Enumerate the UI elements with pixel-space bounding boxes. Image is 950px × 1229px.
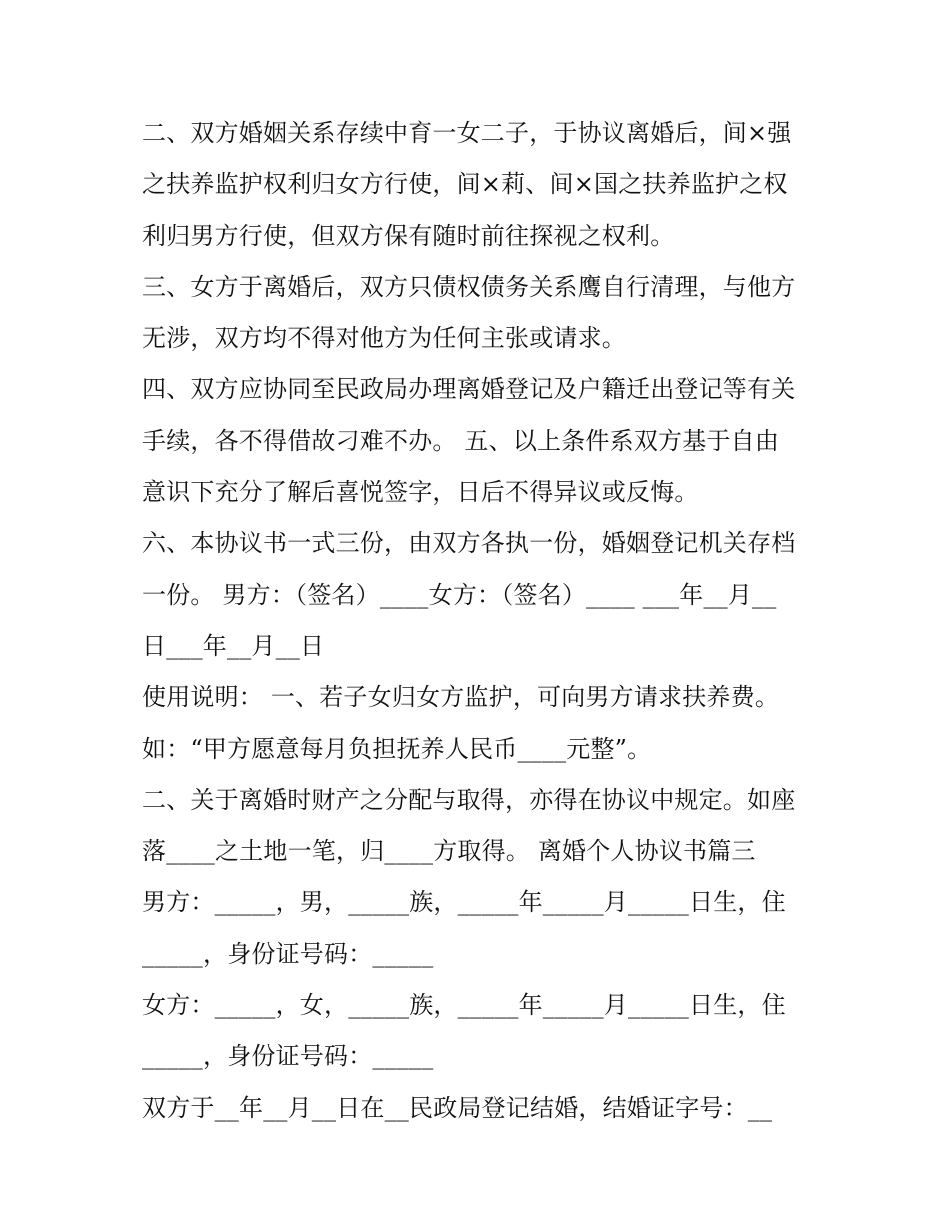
text-line-3: 利归男方行使，但双方保有随时前往探视之权利。	[142, 221, 675, 250]
text-line-1: 二、双方婚姻关系存续中育一女二子，于协议离婚后，间×强	[142, 119, 792, 147]
text-line-5: 无涉，双方均不得对他方为任何主张或请求。	[142, 324, 626, 353]
document-body	[142, 108, 822, 1134]
text-line-9: 六、本协议书一式三份，由双方各执一份，婚姻登记机关存档	[142, 529, 796, 558]
text-line-13: 如：“甲方愿意每月负担抚养人民币____元整”。	[142, 734, 652, 763]
text-line-7: 手续，各不得借故刁难不办。 五、以上条件系双方基于自由	[142, 426, 780, 455]
text-line-6: 四、双方应协同至民政局办理离婚登记及户籍迁出登记等有关	[142, 375, 796, 404]
text-line-17: _____，身份证号码：_____	[142, 939, 434, 968]
text-line-15: 落____之土地一笔，归____方取得。 离婚个人协议书篇三	[142, 837, 756, 866]
text-line-14: 二、关于离婚时财产之分配与取得，亦得在协议中规定。如座	[142, 785, 796, 814]
text-line-12: 使用说明： 一、若子女归女方监护，可向男方请求扶养费。	[142, 683, 780, 712]
text-line-10: 一份。 男方：（签名）____女方：（签名）____ ___年__月__	[142, 580, 777, 609]
text-line-20: 双方于__年__月__日在__民政局登记结婚，结婚证字号：__	[142, 1093, 773, 1122]
text-line-11: 日___年__月__日	[142, 631, 325, 660]
text-line-8: 意识下充分了解后喜悦签字，日后不得异议或反悔。	[142, 478, 699, 507]
text-line-4: 三、女方于离婚后，双方只债权债务关系鹰自行清理，与他方	[142, 272, 796, 301]
text-line-2: 之扶养监护权利归女方行使，间×莉、间×国之扶养监护之权	[142, 170, 788, 199]
text-line-18: 女方：_____，女，_____族，_____年_____月_____日生，住	[142, 991, 786, 1020]
text-line-16: 男方：_____，男，_____族，_____年_____月_____日生，住	[142, 888, 786, 917]
text-line-19: _____，身份证号码：_____	[142, 1042, 434, 1071]
